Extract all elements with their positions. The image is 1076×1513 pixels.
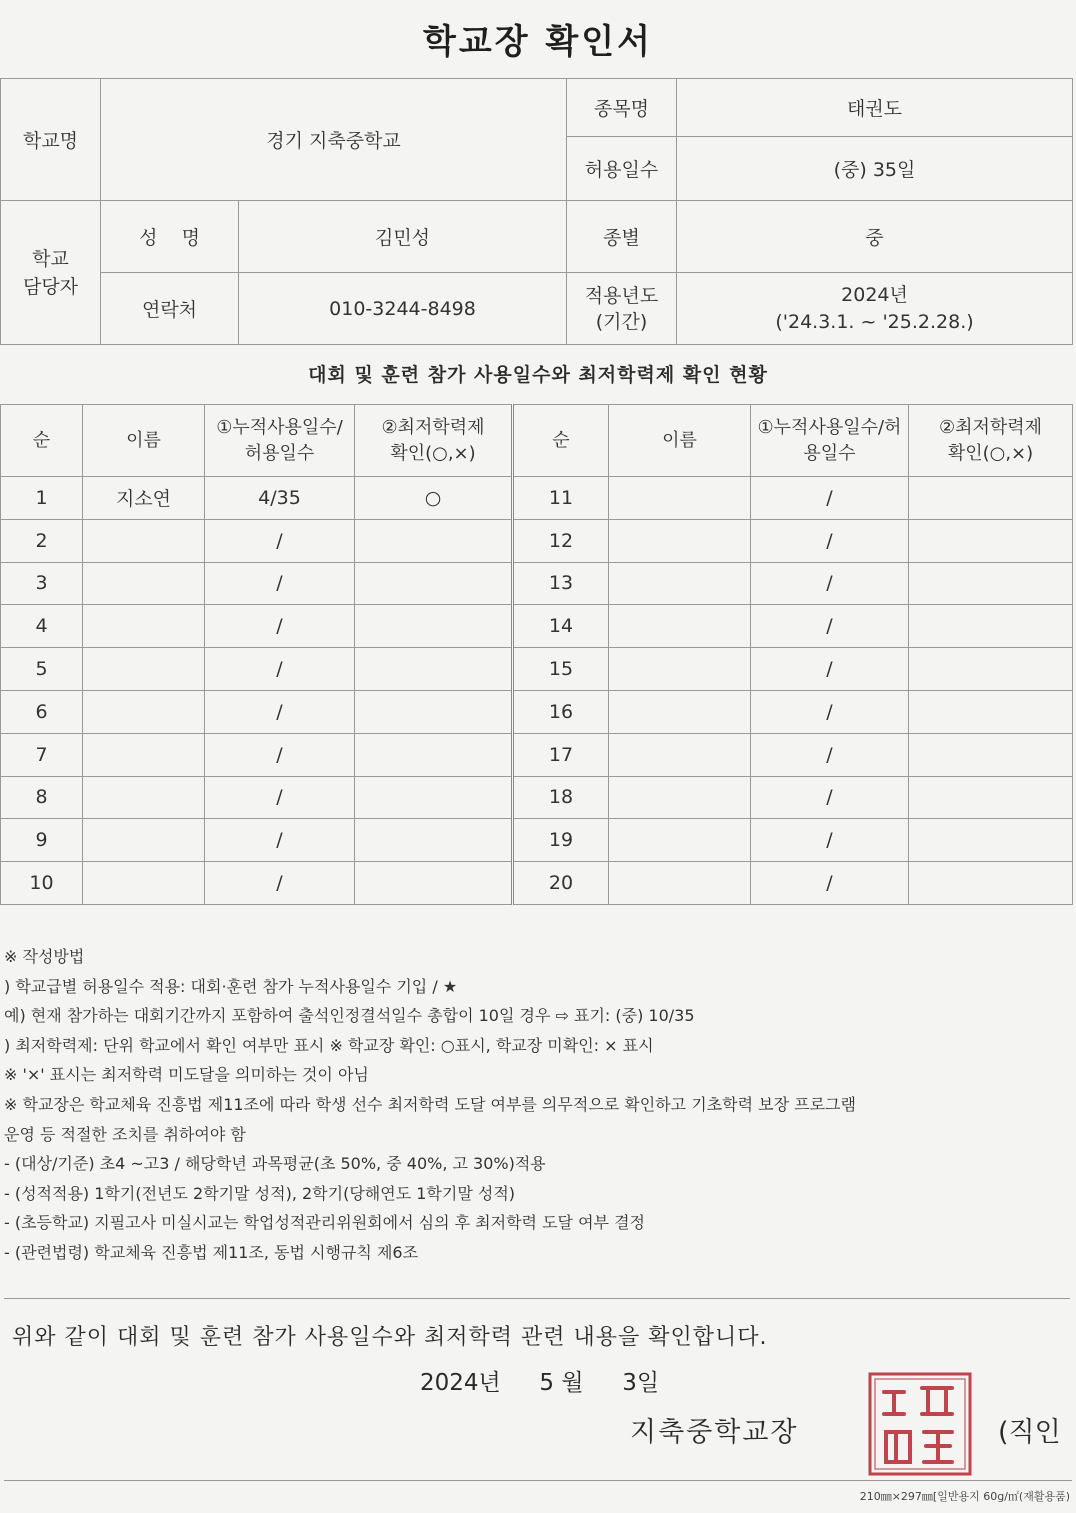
note-line: 운영 등 적절한 조치를 취하여야 함	[4, 1124, 246, 1144]
row-days: /	[205, 819, 355, 862]
row-name-right	[609, 605, 751, 648]
row-days: /	[205, 519, 355, 562]
row-check-right	[909, 819, 1073, 862]
row-days: /	[205, 605, 355, 648]
row-no: 5	[1, 648, 83, 691]
contact-value: 010-3244-8498	[239, 273, 567, 345]
row-no-right: 11	[513, 477, 609, 520]
header-days: ①누적사용일수/ 허용일수	[205, 405, 355, 477]
table-row	[1, 776, 1073, 819]
table-row	[1, 648, 1073, 691]
section-title: 대회 및 훈련 참가 사용일수와 최저학력제 확인 현황	[308, 364, 768, 386]
row-name	[83, 819, 205, 862]
row-check-right	[909, 776, 1073, 819]
row-check	[355, 605, 513, 648]
row-days-right: /	[751, 562, 909, 605]
row-name	[83, 776, 205, 819]
status-table	[0, 404, 1073, 905]
row-check	[355, 690, 513, 733]
row-no-right: 13	[513, 562, 609, 605]
name-label: 성 명	[101, 201, 239, 273]
period-text: ('24.3.1. ~ '25.2.28.)	[775, 310, 974, 333]
note-line: - (성적적용) 1학기(전년도 2학기말 성적), 2학기(당해연도 1학기말 성적)	[4, 1183, 516, 1203]
contact-label: 연락처	[101, 273, 239, 345]
row-days-right: /	[751, 690, 909, 733]
row-no-right: 16	[513, 690, 609, 733]
row-name: 지소연	[83, 477, 205, 520]
row-days: /	[205, 690, 355, 733]
info-table	[0, 78, 1073, 345]
official-seal-stamp	[866, 1370, 974, 1478]
row-check	[355, 862, 513, 905]
row-name-right	[609, 819, 751, 862]
divider	[4, 1298, 1070, 1299]
table-row	[1, 862, 1073, 905]
row-no: 6	[1, 690, 83, 733]
table-row	[1, 819, 1073, 862]
note-line: 예) 현재 참가하는 대회기간까지 포함하여 출석인정결석일수 총합이 10일 경우 ⇨ 표기: (중) 10/35	[4, 1006, 695, 1026]
note-line: - (초등학교) 지필고사 미실시교는 학업성적관리위원회에서 심의 후 최저학력 도달 여부 결정	[4, 1213, 645, 1233]
row-check-right	[909, 519, 1073, 562]
row-name-right	[609, 733, 751, 776]
school-name-label: 학교명	[1, 79, 101, 201]
row-check	[355, 733, 513, 776]
row-name	[83, 605, 205, 648]
table-row	[1, 562, 1073, 605]
row-check	[355, 776, 513, 819]
row-name-right	[609, 690, 751, 733]
row-days: /	[205, 733, 355, 776]
row-check-right	[909, 477, 1073, 520]
confirmation-date	[420, 1364, 659, 1397]
row-name	[83, 690, 205, 733]
row-check-right	[909, 690, 1073, 733]
row-check	[355, 648, 513, 691]
header-no: 순	[1, 405, 83, 477]
row-days: 4/35	[205, 477, 355, 520]
row-check	[355, 519, 513, 562]
row-no: 10	[1, 862, 83, 905]
table-row	[1, 690, 1073, 733]
row-name-right	[609, 519, 751, 562]
row-no-right: 20	[513, 862, 609, 905]
school-name-value: 경기 지축중학교	[101, 79, 567, 201]
table-row	[1, 605, 1073, 648]
row-no-right: 18	[513, 776, 609, 819]
paper-spec: 210㎜×297㎜[일반용지 60g/㎡(재활용품)	[859, 1490, 1070, 1503]
header-no-right: 순	[513, 405, 609, 477]
row-no: 2	[1, 519, 83, 562]
header-name: 이름	[83, 405, 205, 477]
row-check-right	[909, 562, 1073, 605]
row-no: 8	[1, 776, 83, 819]
row-check	[355, 562, 513, 605]
row-check-right	[909, 605, 1073, 648]
principal-title: 지축중학교장	[630, 1417, 799, 1448]
row-name	[83, 648, 205, 691]
date-day: 3일	[622, 1370, 660, 1396]
note-line: ※ 학교장은 학교체육 진흥법 제11조에 따라 학생 선수 최저학력 도달 여부를 의무적으로 확인하고 기초학력 보장 프로그램	[4, 1094, 856, 1114]
row-no: 1	[1, 477, 83, 520]
row-check-right	[909, 862, 1073, 905]
row-days-right: /	[751, 776, 909, 819]
note-line: ※ '×' 표시는 최저학력 미도달을 의미하는 것이 아님	[4, 1065, 369, 1085]
allowed-days-label: 허용일수	[567, 137, 677, 201]
name-value: 김민성	[239, 201, 567, 273]
note-line: ※ 작성방법	[4, 947, 85, 966]
row-no: 9	[1, 819, 83, 862]
table-row	[1, 477, 1073, 520]
row-name-right	[609, 648, 751, 691]
date-year: 2024년	[420, 1370, 501, 1396]
row-no: 7	[1, 733, 83, 776]
row-no: 4	[1, 605, 83, 648]
row-no: 3	[1, 562, 83, 605]
note-line: - (대상/기준) 초4 ~고3 / 해당학년 과목평균(초 50%, 중 40%, 고 30%)적용	[4, 1154, 546, 1174]
row-name-right	[609, 477, 751, 520]
row-name-right	[609, 862, 751, 905]
row-name-right	[609, 776, 751, 819]
year-value	[677, 273, 1073, 345]
row-name	[83, 519, 205, 562]
date-month: 5 월	[539, 1370, 584, 1396]
row-days: /	[205, 862, 355, 905]
row-days: /	[205, 562, 355, 605]
row-name	[83, 733, 205, 776]
row-check	[355, 819, 513, 862]
footer-divider	[4, 1480, 1072, 1481]
row-check-right	[909, 733, 1073, 776]
table-row	[1, 733, 1073, 776]
year-label: 적용년도 (기간)	[567, 273, 677, 345]
note-line: ) 최저학력제: 단위 학교에서 확인 여부만 표시 ※ 학교장 확인: ○표시, 학교장 미확인: × 표시	[4, 1035, 654, 1055]
category-value: 중	[677, 201, 1073, 273]
confirmation-text: 위와 같이 대회 및 훈련 참가 사용일수와 최저학력 관련 내용을 확인합니다.	[12, 1325, 768, 1350]
row-no-right: 19	[513, 819, 609, 862]
sport-label: 종목명	[567, 79, 677, 137]
writing-instructions	[4, 942, 1072, 1268]
row-no-right: 14	[513, 605, 609, 648]
header-check-right: ②최저학력제 확인(○,×)	[909, 405, 1073, 477]
table-row	[1, 519, 1073, 562]
manager-label: 학교 담당자	[1, 201, 101, 345]
row-no-right: 15	[513, 648, 609, 691]
row-days-right: /	[751, 733, 909, 776]
seal-note: (직인	[998, 1417, 1061, 1448]
row-check-right	[909, 648, 1073, 691]
row-days-right: /	[751, 819, 909, 862]
header-days-right: ①누적사용일수/허 용일수	[751, 405, 909, 477]
sport-value: 태권도	[677, 79, 1073, 137]
note-line: ) 학교급별 허용일수 적용: 대회·훈련 참가 누적사용일수 기입 / ★	[4, 976, 458, 996]
document-title: 학교장 확인서	[423, 22, 653, 62]
row-days-right: /	[751, 477, 909, 520]
row-no-right: 17	[513, 733, 609, 776]
row-days: /	[205, 776, 355, 819]
row-days: /	[205, 648, 355, 691]
year-text: 2024년	[841, 283, 908, 306]
row-days-right: /	[751, 605, 909, 648]
category-label: 종별	[567, 201, 677, 273]
row-name	[83, 562, 205, 605]
header-check: ②최저학력제 확인(○,×)	[355, 405, 513, 477]
row-days-right: /	[751, 519, 909, 562]
row-check: ○	[355, 477, 513, 520]
row-days-right: /	[751, 862, 909, 905]
allowed-days-value: (중) 35일	[677, 137, 1073, 201]
row-name	[83, 862, 205, 905]
row-days-right: /	[751, 648, 909, 691]
header-name-right: 이름	[609, 405, 751, 477]
row-name-right	[609, 562, 751, 605]
row-no-right: 12	[513, 519, 609, 562]
note-line: - (관련법령) 학교체육 진흥법 제11조, 동법 시행규칙 제6조	[4, 1242, 419, 1262]
